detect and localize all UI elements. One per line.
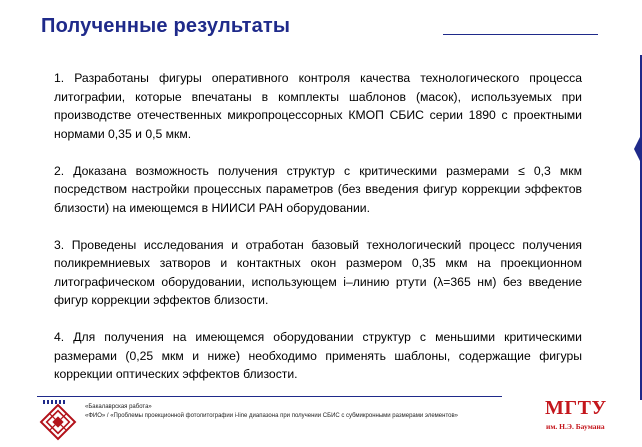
right-edge-marker bbox=[632, 55, 642, 400]
footer-caption bbox=[85, 403, 458, 421]
footer-work-title: «ФИО» / «Проблемы проекционной фотолитографии i-line диапазона при получении СБИС с субмикронными размерами элементов» bbox=[85, 413, 458, 419]
title-underline bbox=[443, 34, 598, 35]
university-logo-text: МГТУ bbox=[545, 397, 607, 419]
university-subtitle: им. Н.Э. Баумана bbox=[546, 422, 605, 431]
bmstu-diamond-logo-icon bbox=[35, 396, 81, 442]
right-triangle-marker-icon bbox=[632, 55, 642, 400]
page-title: Полученные результаты bbox=[41, 15, 291, 37]
result-item-1: 1. Разработаны фигуры оперативного контроля качества технологического процесса литографии, которые впечатаны в комплекты шаблонов (масок), используемых при производстве отечественных микропроцессорных КМОП СБИС серии 1890 с проектными нормами 0,35 и 0,5 мкм. bbox=[54, 71, 582, 141]
results-list bbox=[54, 69, 582, 402]
result-item-3: 3. Проведены исследования и отработан базовый технологический процесс получения поликремниевых затворов и контактных окон размером 0,35 мкм на проекционном литографическом оборудовании, использующем i–линию ртути (λ=365 нм) без введение фигур коррекции эффектов близости. bbox=[54, 237, 582, 307]
result-item-2: 2. Доказана возможность получения структур с критическими размерами ≤ 0,3 мкм посредством настройки процессных параметров (без введения фигур коррекции эффектов близости) на имеющемся в НИИСИ РАН оборудовании. bbox=[54, 163, 582, 215]
footer-work-type: «Бакалаврская работа» bbox=[85, 404, 152, 410]
footer-divider bbox=[37, 396, 502, 397]
result-item-4: 4. Для получения на имеющемся оборудовании структур с меньшими критическими размерами (0,25 мкм и ниже) необходимо применять шаблоны, содержащие фигуры коррекции оптических эффектов близости. bbox=[54, 330, 582, 381]
